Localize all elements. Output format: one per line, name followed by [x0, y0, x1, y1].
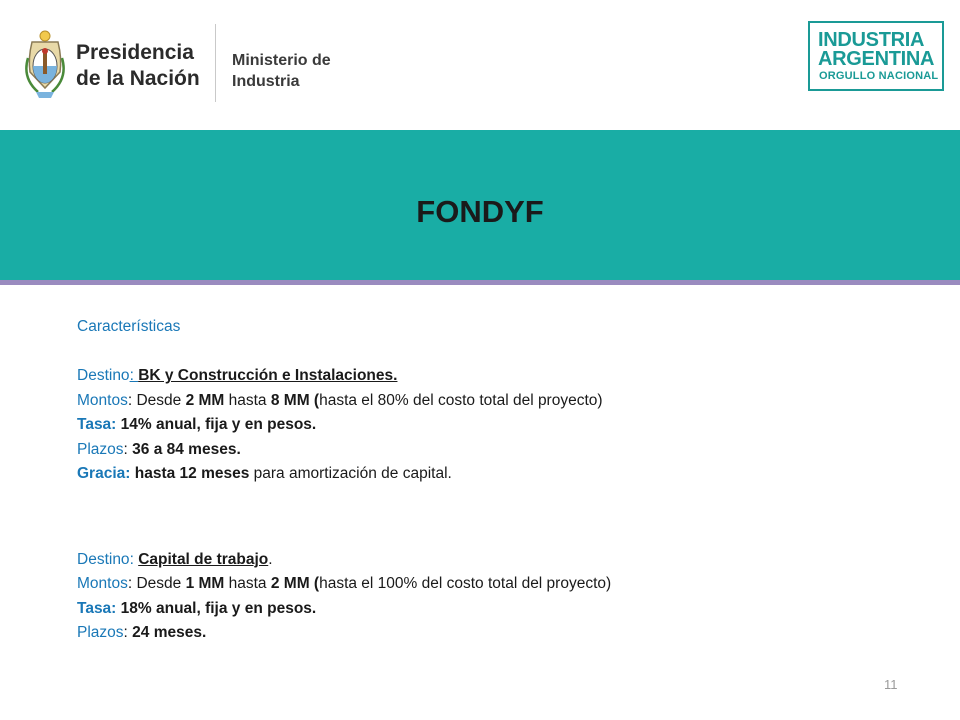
s1-montos-max: 8 MM (	[270, 391, 320, 409]
s1-plazos-label: Plazos	[77, 440, 124, 458]
ministerio-line2: Industria	[232, 73, 300, 90]
s2-montos-label: Montos	[77, 575, 128, 592]
s1-montos-min: 2 MM	[185, 391, 225, 409]
s2-plazos-label: Plazos	[77, 624, 124, 641]
s1-plazos-line	[77, 438, 917, 463]
s1-plazos-value: 36 a 84 meses.	[132, 440, 241, 458]
section-heading: Características	[77, 318, 181, 335]
s1-destino-label: Destino	[77, 367, 130, 384]
s1-montos-line	[77, 389, 917, 414]
presidencia-title	[76, 40, 200, 92]
s2-plazos-sep: :	[123, 624, 133, 641]
s1-tasa-line	[77, 413, 917, 438]
presidencia-line2: de la Nación	[76, 67, 200, 90]
logo-line2: ARGENTINA	[818, 48, 935, 70]
logo-line3: ORGULLO NACIONAL	[819, 70, 939, 82]
s2-tasa-label: Tasa:	[77, 599, 117, 617]
s2-montos-min: 1 MM	[185, 575, 225, 592]
slide-content	[77, 315, 917, 646]
s1-destino-value: BK y Construcción e Instalaciones.	[138, 367, 398, 384]
s1-tasa-label: Tasa:	[77, 416, 117, 433]
ministerio-line1: Ministerio de	[232, 52, 331, 69]
s2-plazos-line	[77, 621, 917, 646]
s2-destino-line	[77, 548, 917, 573]
header-divider	[215, 24, 216, 102]
s2-destino-sep: :	[129, 550, 139, 568]
s2-plazos-value: 24 meses.	[132, 624, 207, 641]
s2-montos-sep: : Desde	[127, 575, 186, 592]
s2-montos-line	[77, 572, 917, 597]
s1-gracia-line	[77, 462, 917, 487]
s2-montos-note: hasta el 100% del costo total del proyecto)	[319, 575, 612, 592]
s2-destino-label: Destino	[77, 550, 130, 568]
s2-destino-end: .	[268, 550, 273, 568]
s1-montos-mid: hasta	[224, 391, 271, 409]
s1-tasa-value: 14% anual, fija y en pesos.	[120, 416, 317, 433]
banner-accent-line	[0, 280, 960, 285]
s1-montos-sep: : Desde	[127, 391, 186, 409]
s2-montos-mid: hasta	[224, 575, 271, 592]
s1-gracia-note: para amortización de capital.	[249, 465, 452, 482]
s1-montos-note: hasta el 80% del costo total del proyecto)	[319, 391, 603, 409]
slide-title: FONDYF	[416, 194, 544, 229]
ministerio-title	[232, 50, 331, 92]
presidencia-line1: Presidencia	[76, 41, 194, 64]
s1-gracia-value: hasta 12 meses	[134, 465, 250, 482]
s1-destino-sep: :	[129, 367, 139, 384]
industria-argentina-logo	[808, 21, 944, 91]
s1-plazos-sep: :	[123, 440, 133, 458]
slide-header	[0, 0, 960, 130]
s2-tasa-line	[77, 597, 917, 622]
s1-destino-line	[77, 364, 917, 389]
s1-montos-label: Montos	[77, 391, 128, 409]
s1-gracia-label: Gracia:	[77, 465, 131, 482]
argentina-coat-of-arms-icon	[24, 28, 66, 104]
s2-tasa-value: 18% anual, fija y en pesos.	[120, 599, 317, 617]
logo-line1: INDUSTRIA	[818, 29, 925, 51]
page-number: 11	[884, 677, 898, 692]
s2-montos-max: 2 MM (	[270, 575, 320, 592]
s2-destino-value: Capital de trabajo	[138, 550, 269, 568]
